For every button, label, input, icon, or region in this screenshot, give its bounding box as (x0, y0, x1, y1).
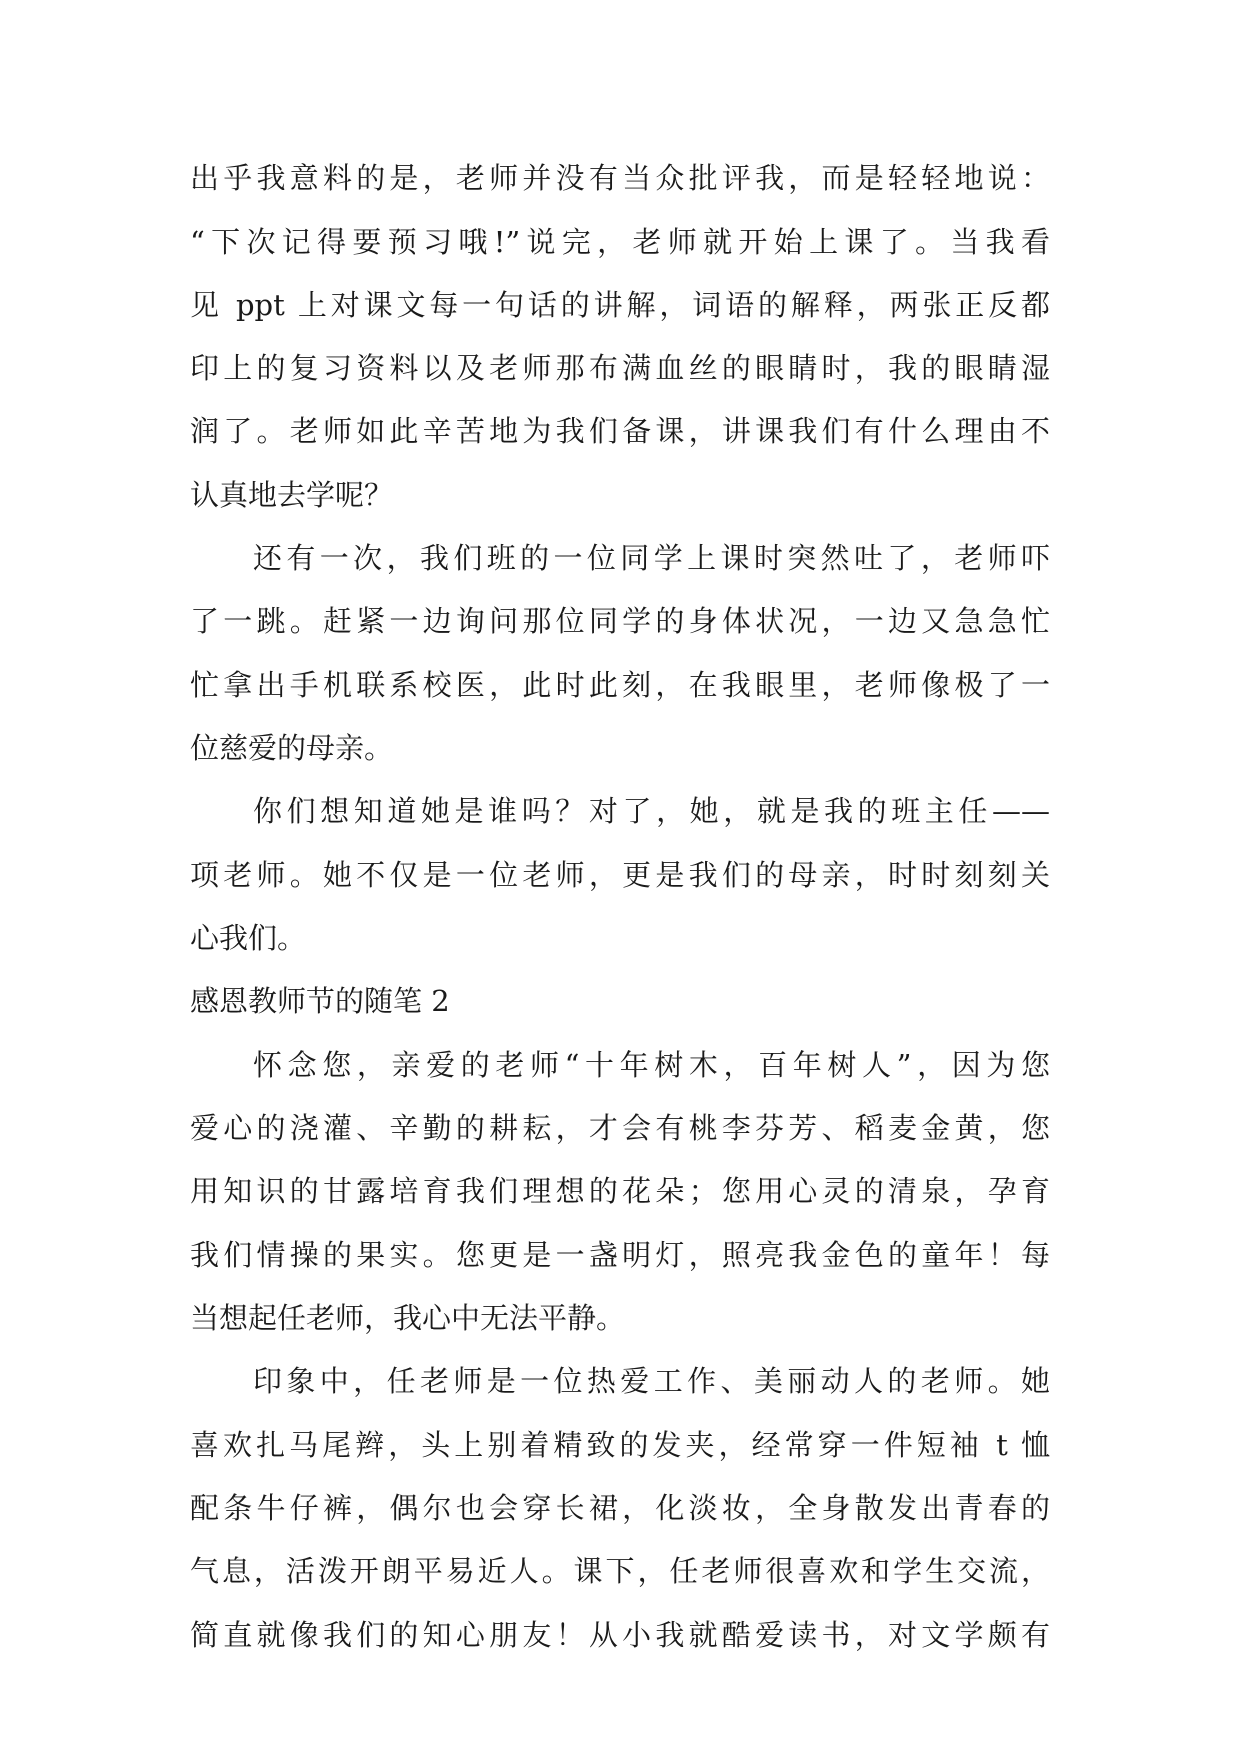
text-line: 项老师。她不仅是一位老师，更是我们的母亲，时时刻刻关 (190, 858, 1050, 892)
text-line: 配条牛仔裤，偶尔也会穿长裙，化淡妆，全身散发出青春的 (190, 1491, 1050, 1525)
text-line: 认真地去学呢？ (190, 478, 394, 512)
section-heading: 感恩教师节的随笔 2 (190, 984, 450, 1018)
text-line: 简直就像我们的知心朋友！从小我就酷爱读书，对文学颇有 (190, 1618, 1050, 1652)
text-line: 位慈爱的母亲。 (190, 731, 394, 765)
text-line: 印上的复习资料以及老师那布满血丝的眼睛时，我的眼睛湿 (190, 351, 1050, 385)
text-line: “下次记得要预习哦!”说完，老师就开始上课了。当我看 (190, 225, 1050, 259)
text-line: 当想起任老师，我心中无法平静。 (190, 1301, 626, 1335)
paragraph-first-line: 你们想知道她是谁吗？对了，她，就是我的班主任—— (253, 794, 1050, 828)
text-line: 了一跳。赶紧一边询问那位同学的身体状况，一边又急急忙 (190, 604, 1050, 638)
text-line: 润了。老师如此辛苦地为我们备课，讲课我们有什么理由不 (190, 414, 1050, 448)
text-line: 见 ppt 上对课文每一句话的讲解，词语的解释，两张正反都 (190, 288, 1050, 322)
text-line: 我们情操的果实。您更是一盏明灯，照亮我金色的童年！每 (190, 1238, 1050, 1272)
text-line: 心我们。 (190, 921, 307, 955)
paragraph-first-line: 怀念您，亲爱的老师“十年树木，百年树人”，因为您 (253, 1048, 1050, 1082)
text-line: 爱心的浇灌、辛勤的耕耘，才会有桃李芬芳、稻麦金黄，您 (190, 1111, 1050, 1145)
paragraph-first-line: 还有一次，我们班的一位同学上课时突然吐了，老师吓 (253, 541, 1050, 575)
text-line: 出乎我意料的是，老师并没有当众批评我，而是轻轻地说： (190, 161, 1050, 195)
text-line: 用知识的甘露培育我们理想的花朵；您用心灵的清泉，孕育 (190, 1174, 1050, 1208)
text-line: 喜欢扎马尾辫，头上别着精致的发夹，经常穿一件短袖 t 恤 (190, 1428, 1050, 1462)
text-line: 气息，活泼开朗平易近人。课下，任老师很喜欢和学生交流， (190, 1554, 1050, 1588)
text-line: 忙拿出手机联系校医，此时此刻，在我眼里，老师像极了一 (190, 668, 1050, 702)
paragraph-first-line: 印象中，任老师是一位热爱工作、美丽动人的老师。她 (253, 1364, 1050, 1398)
